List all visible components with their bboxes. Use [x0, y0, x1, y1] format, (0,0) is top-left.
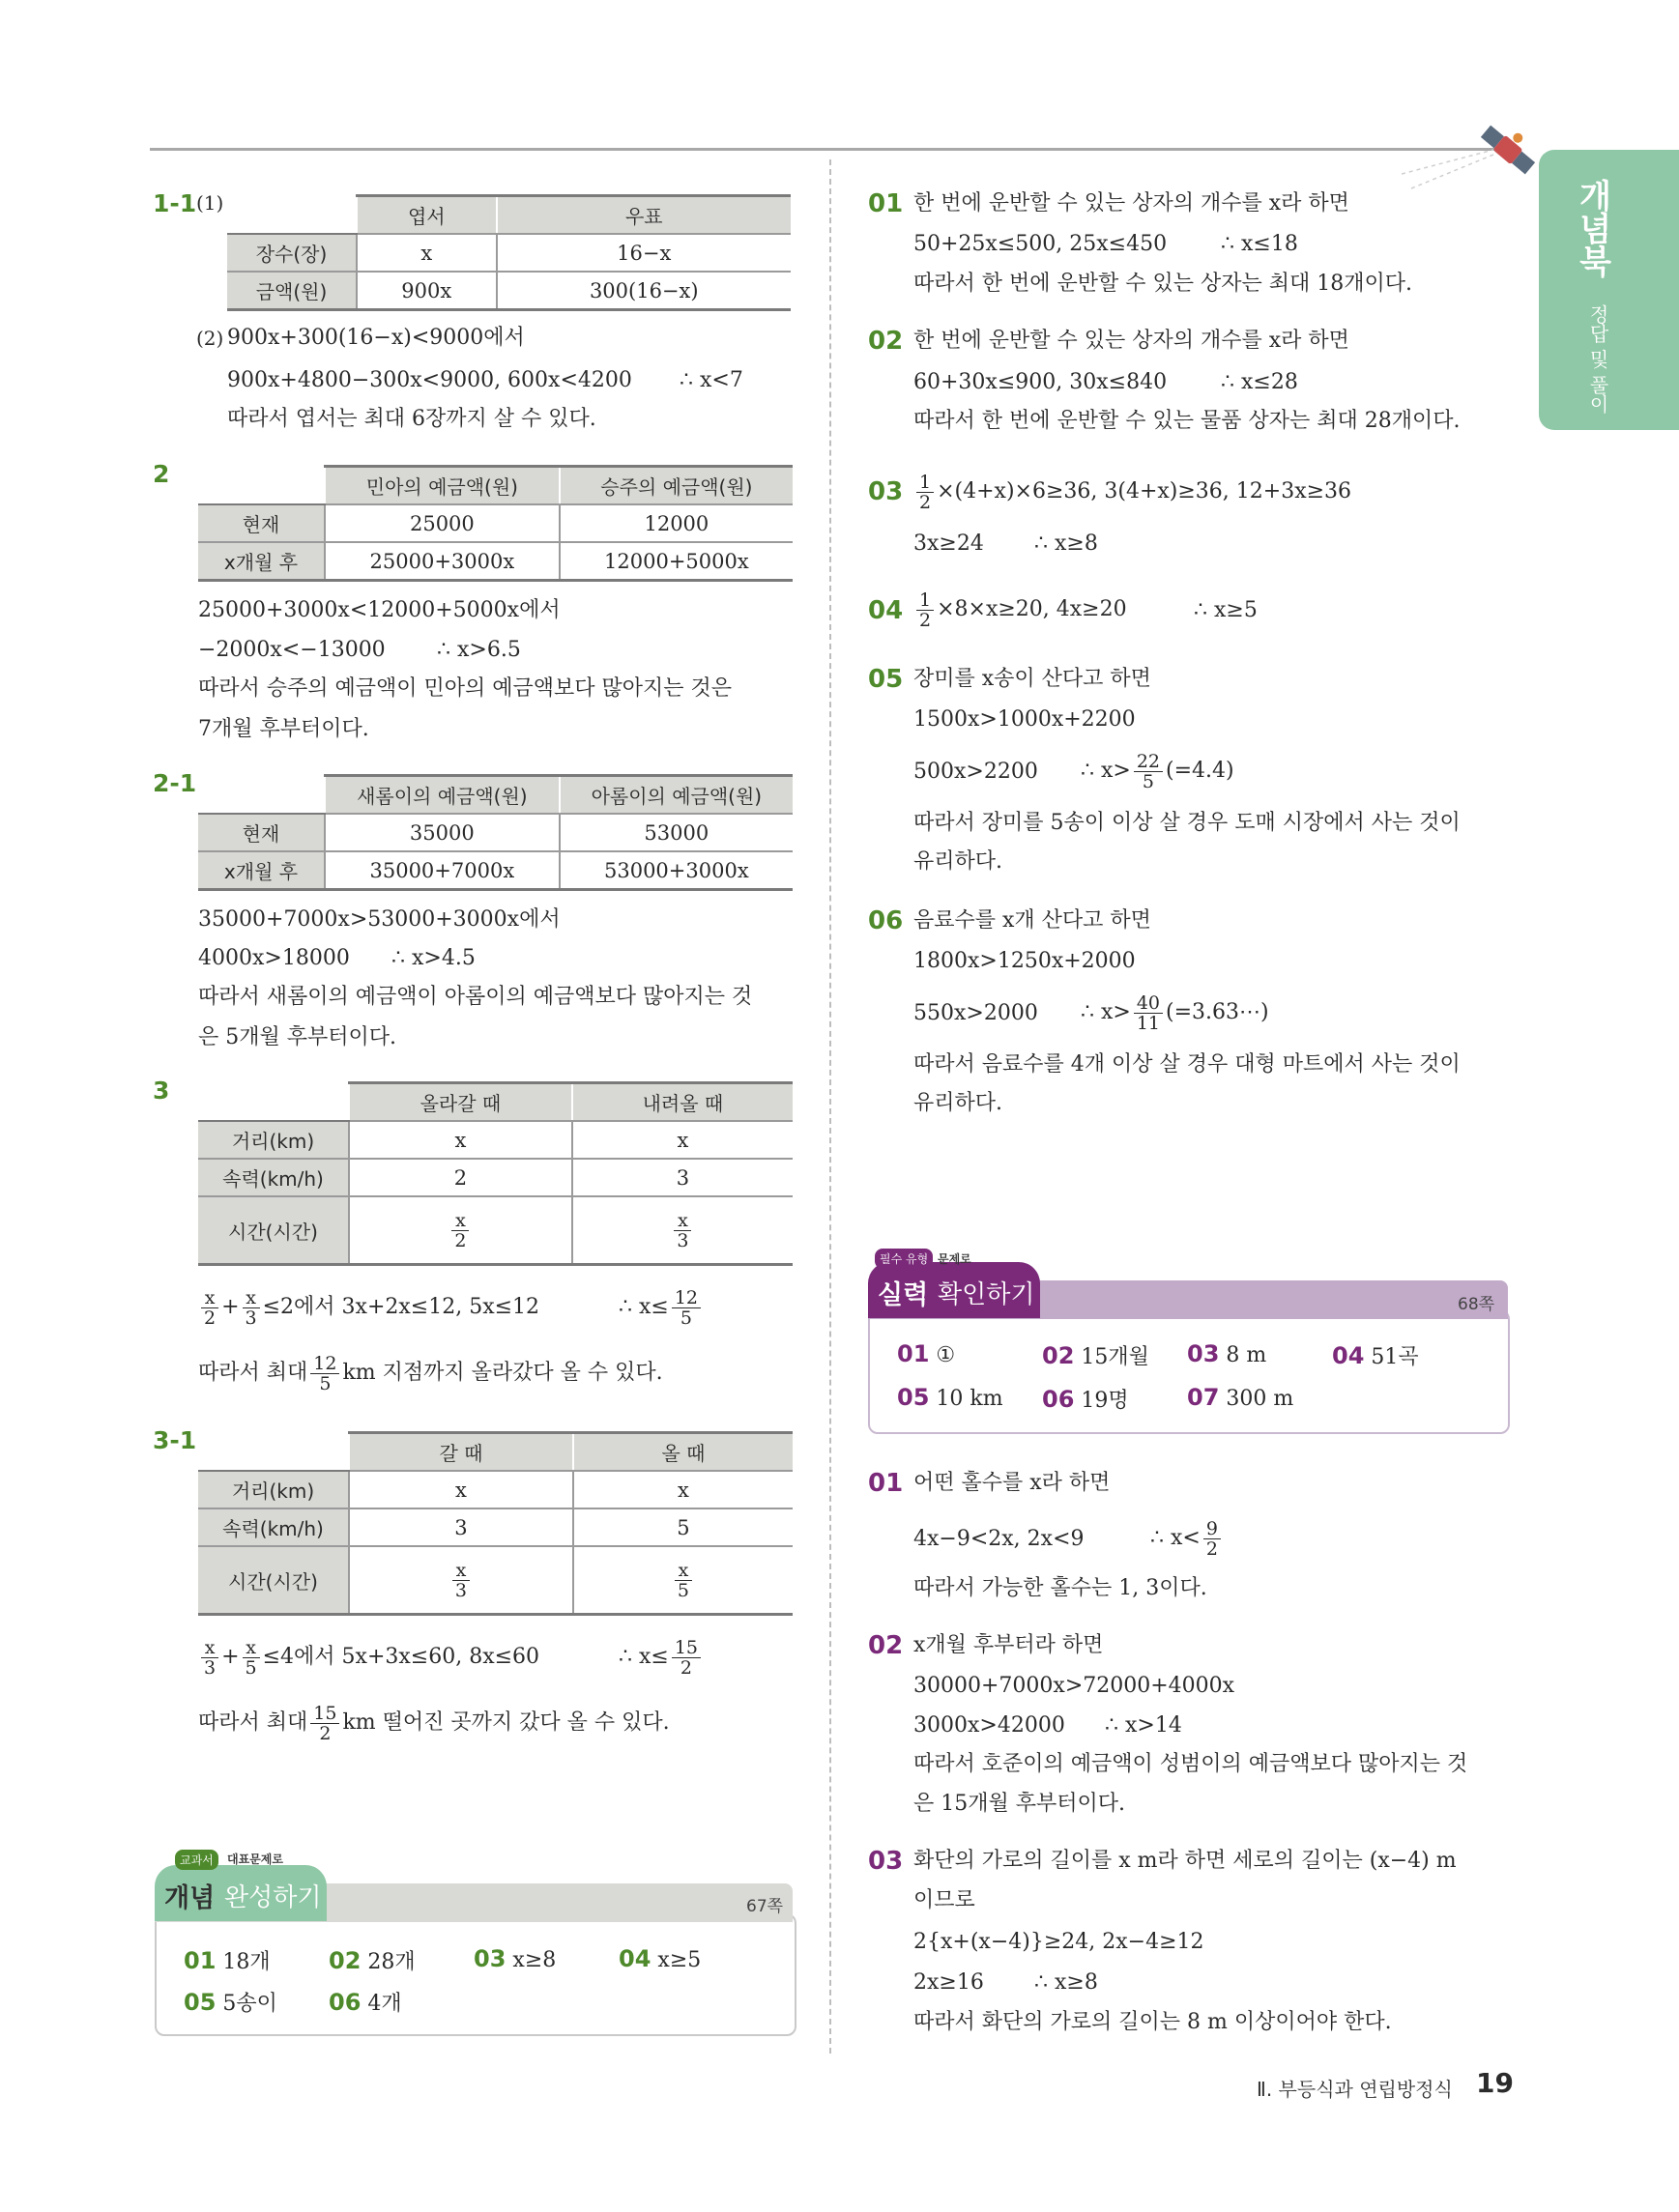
- solution-line: −2000x<−13000: [198, 638, 386, 662]
- part-label: (2): [196, 327, 224, 350]
- solution-conclusion: 따라서 승주의 예금액이 민아의 예금액보다 많아지는 것은: [198, 676, 733, 701]
- answer-item: 04 x≥5: [619, 1945, 702, 1972]
- side-tab[interactable]: [1539, 150, 1679, 430]
- solution-conclusion: 따라서 한 번에 운반할 수 있는 물품 상자는 최대 28개이다.: [913, 409, 1461, 433]
- answer-item: 06 19명: [1042, 1386, 1129, 1413]
- skill-answer-box: [868, 1309, 1510, 1434]
- side-tab-subtitle: 정답 및 풀이: [1586, 304, 1609, 414]
- answer-item: 02 15개월: [1042, 1342, 1149, 1369]
- concept-title-b: 완성하기: [224, 1883, 322, 1912]
- question-number: 02: [868, 327, 904, 356]
- equation-result: ∴ x> $\frac{40}{11}$ (=3.63⋯): [1081, 991, 1269, 1034]
- equation-result: ∴ x< $\frac{9}{2}$: [1150, 1516, 1224, 1561]
- satellite-icon: [1402, 106, 1547, 193]
- badge-text: 대표문제로: [227, 1853, 283, 1866]
- concept-title-a: 개념: [164, 1883, 216, 1913]
- skill-title-a: 실력: [878, 1280, 929, 1310]
- question-number: 01: [868, 1469, 904, 1498]
- solution-line: x개월 후부터라 하면: [913, 1633, 1104, 1657]
- answer-item: 03 8 m: [1187, 1340, 1267, 1367]
- solution-line: 900x+4800−300x<9000, 600x<4200: [227, 368, 632, 392]
- page-reference: 67쪽: [746, 1897, 784, 1916]
- question-number: 06: [868, 906, 904, 935]
- table-2-1: 새롬이의 예금액(원) 아롬이의 예금액(원) 현재 35000 53000 x개월 후 35000+7000x 53000+3000x: [198, 774, 793, 891]
- solution-conclusion: 따라서 최대 $\frac{12}{5}$ km 지점까지 올라갔다 올 수 있다.: [198, 1352, 663, 1394]
- question-number: 03: [868, 477, 904, 506]
- answer-item: 04 51곡: [1332, 1342, 1419, 1369]
- equation-result: ∴ x≤ $\frac{15}{2}$: [619, 1635, 704, 1680]
- solution-result: ∴ x≤18: [1221, 232, 1298, 256]
- solution-conclusion: 따라서 가능한 홀수는 1, 3이다.: [913, 1576, 1207, 1600]
- solution-line: 4x−9<2x, 2x<9: [913, 1527, 1085, 1551]
- solution-conclusion: 은 15개월 후부터이다.: [913, 1792, 1125, 1816]
- solution-conclusion: 은 5개월 후부터이다.: [198, 1025, 396, 1049]
- solution-line: 550x>2000: [913, 1001, 1038, 1025]
- solution-result: ∴ x>6.5: [437, 638, 521, 662]
- solution-line: 1800x>1250x+2000: [913, 949, 1136, 973]
- footer-section: Ⅱ. 부등식과 연립방정식: [1257, 2078, 1453, 2101]
- solution-line: 3x≥24: [913, 531, 984, 556]
- table-1-1: 엽서 우표 장수(장) x 16−x 금액(원) 900x 300(16−x): [227, 194, 791, 311]
- solution-line: 900x+300(16−x)<9000에서: [227, 326, 525, 350]
- table-2: 민아의 예금액(원) 승주의 예금액(원) 현재 25000 12000 x개월 후 25000+3000x 12000+5000x: [198, 465, 793, 582]
- solution-line: 1500x>1000x+2200: [913, 707, 1136, 732]
- answer-item: 06 4개: [329, 1989, 402, 2016]
- question-number: 05: [868, 665, 904, 694]
- problem-number: 2: [153, 460, 170, 488]
- answer-item: 07 300 m: [1187, 1384, 1294, 1411]
- solution-conclusion: 따라서 엽서는 최대 6장까지 살 수 있다.: [227, 407, 596, 431]
- solution-conclusion: 따라서 장미를 5송이 이상 살 경우 도매 시장에서 사는 것이: [913, 811, 1461, 835]
- equation-result: ∴ x≤ $\frac{12}{5}$: [619, 1285, 704, 1330]
- answer-item: 01 ①: [897, 1340, 956, 1367]
- solution-line: 2{x+(x−4)}≥24, 2x−4≥12: [913, 1930, 1204, 1954]
- solution-line: 어떤 홀수를 x라 하면: [913, 1471, 1111, 1495]
- problem-number: 3: [153, 1077, 170, 1105]
- solution-result: ∴ x>14: [1105, 1713, 1182, 1738]
- solution-conclusion: 따라서 한 번에 운반할 수 있는 상자는 최대 18개이다.: [913, 272, 1412, 296]
- solution-line: 한 번에 운반할 수 있는 상자의 개수를 x라 하면: [913, 329, 1349, 353]
- answer-item: 05 5송이: [184, 1989, 277, 2016]
- solution-line: 이므로: [913, 1888, 975, 1912]
- solution-result: ∴ x≥8: [1034, 1970, 1098, 1995]
- answer-item: 05 10 km: [897, 1384, 1003, 1411]
- table-3: 올라갈 때 내려올 때 거리(km) x x 속력(km/h) 2 3 시간(시간) $\frac{x}{2}$ $\frac{x}{3}$: [198, 1081, 793, 1266]
- question-number: 01: [868, 189, 904, 218]
- skill-title-b: 확인하기: [938, 1280, 1035, 1309]
- solution-result: ∴ x≥5: [1194, 598, 1258, 622]
- solution-conclusion: 따라서 호준이의 예금액이 성범이의 예금액보다 많아지는 것: [913, 1752, 1468, 1776]
- table-3-1: 갈 때 올 때 거리(km) x x 속력(km/h) 3 5 시간(시간) $\frac{x}{3}$ $\frac{x}{5}$: [198, 1431, 793, 1616]
- solution-line: 30000+7000x>72000+4000x: [913, 1674, 1235, 1698]
- page-reference: 68쪽: [1458, 1295, 1495, 1314]
- question-number: 04: [868, 596, 904, 625]
- solution-line: 2x≥16: [913, 1970, 984, 1995]
- column-divider: [829, 159, 831, 2054]
- equation-line: $\frac{1}{2}$ ×8×x≥20, 4x≥20: [913, 588, 1127, 632]
- solution-line: 500x>2200: [913, 760, 1038, 784]
- solution-line: 60+30x≤900, 30x≤840: [913, 370, 1168, 394]
- solution-result: ∴ x<7: [680, 368, 743, 392]
- equation-line: $\frac{x}{3}$ + $\frac{x}{5}$ ≤4에서 5x+3x≤60, 8x≤60: [198, 1635, 539, 1680]
- badge: 교과서: [175, 1850, 218, 1870]
- answer-item: 03 x≥8: [474, 1945, 557, 1972]
- question-number: 03: [868, 1847, 904, 1876]
- side-tab-title: 개념북: [1573, 179, 1611, 277]
- badge: 필수 유형: [875, 1249, 933, 1269]
- solution-line: 35000+7000x>53000+3000x에서: [198, 907, 561, 932]
- equation-result: ∴ x> $\frac{22}{5}$ (=4.4): [1081, 750, 1234, 792]
- solution-conclusion: 따라서 새롬이의 예금액이 아롬이의 예금액보다 많아지는 것: [198, 985, 753, 1009]
- solution-conclusion: 따라서 화단의 가로의 길이는 8 m 이상이어야 한다.: [913, 2010, 1392, 2034]
- problem-number: 2-1: [153, 769, 197, 797]
- solution-line: 50+25x≤500, 25x≤450: [913, 232, 1168, 256]
- solution-line: 4000x>18000: [198, 946, 350, 970]
- question-number: 02: [868, 1631, 904, 1660]
- solution-conclusion: 따라서 최대 $\frac{15}{2}$ km 떨어진 곳까지 갔다 올 수 있다.: [198, 1702, 670, 1744]
- problem-number: 1-1: [153, 189, 197, 217]
- part-label: (1): [196, 191, 224, 215]
- equation-line: $\frac{x}{2}$ + $\frac{x}{3}$ ≤2에서 3x+2x≤12, 5x≤12: [198, 1285, 539, 1330]
- page-number: 19: [1476, 2067, 1514, 2099]
- solution-line: 음료수를 x개 산다고 하면: [913, 908, 1151, 933]
- solution-conclusion: 유리하다.: [913, 1091, 1003, 1115]
- solution-result: ∴ x≥8: [1034, 531, 1098, 556]
- solution-line: 한 번에 운반할 수 있는 상자의 개수를 x라 하면: [913, 191, 1349, 215]
- solution-line: 25000+3000x<12000+5000x에서: [198, 598, 561, 622]
- problem-number: 3-1: [153, 1426, 197, 1454]
- solution-result: ∴ x>4.5: [391, 946, 476, 970]
- solution-conclusion: 따라서 음료수를 4개 이상 살 경우 대형 마트에서 사는 것이: [913, 1052, 1461, 1077]
- solution-line: 장미를 x송이 산다고 하면: [913, 667, 1151, 691]
- solution-line: 화단의 가로의 길이를 x m라 하면 세로의 길이는 (x−4) m: [913, 1849, 1457, 1873]
- solution-conclusion: 7개월 후부터이다.: [198, 717, 369, 741]
- answer-item: 01 18개: [184, 1947, 271, 1974]
- solution-conclusion: 유리하다.: [913, 849, 1003, 874]
- solution-line: 3000x>42000: [913, 1713, 1065, 1738]
- solution-result: ∴ x≤28: [1221, 370, 1298, 394]
- equation-line: $\frac{1}{2}$ ×(4+x)×6≥36, 3(4+x)≥36, 12+3x≥36: [913, 470, 1351, 514]
- answer-item: 02 28개: [329, 1947, 416, 1974]
- header-rule: [150, 148, 1503, 151]
- badge-text: 문제로: [938, 1252, 971, 1266]
